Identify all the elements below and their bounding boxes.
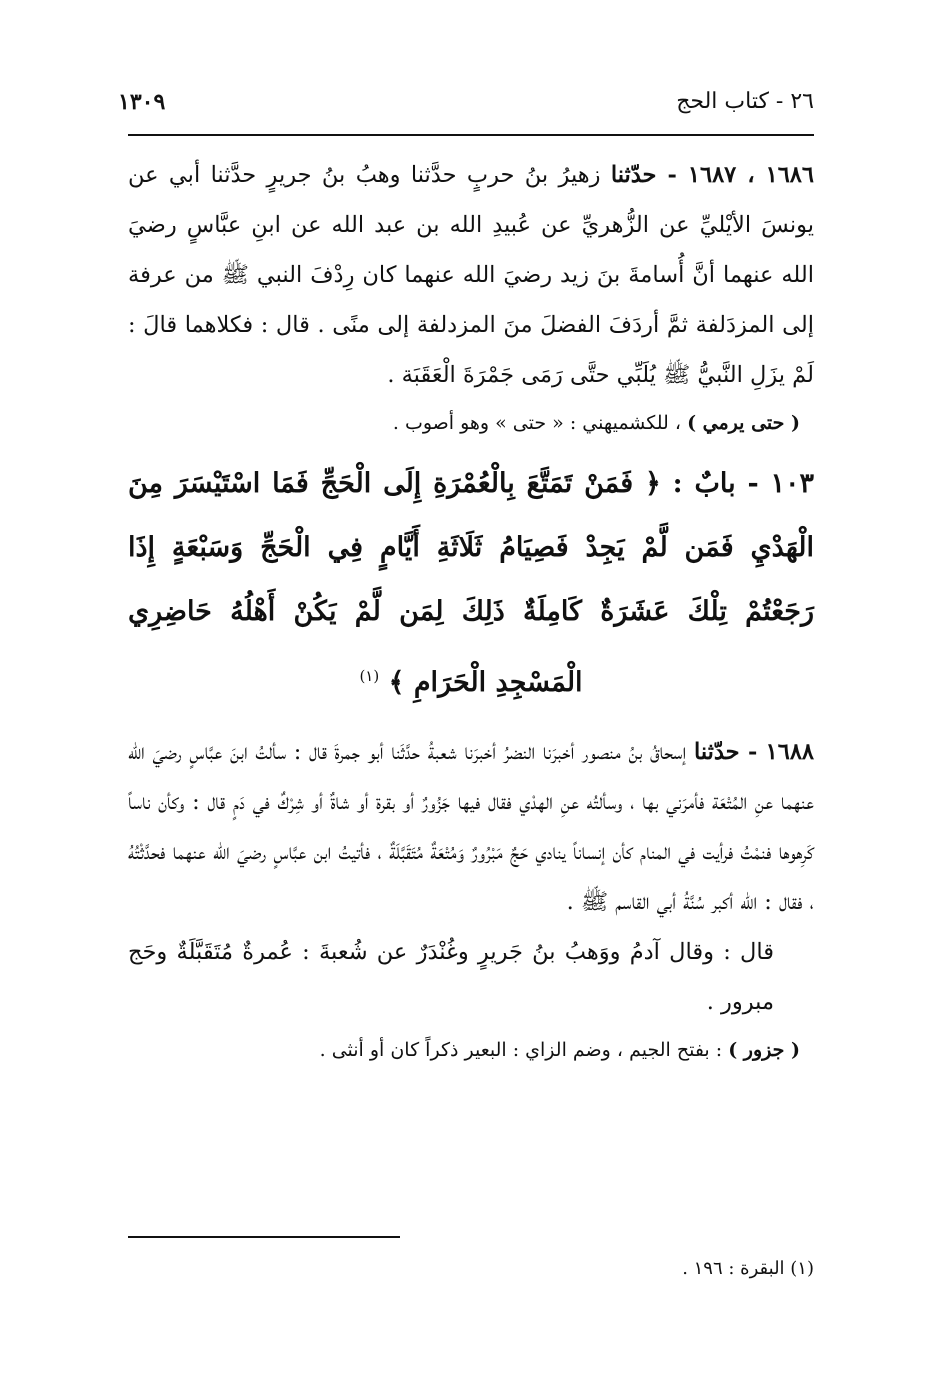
- chapter-number: ١٠٣ - بابٌ :: [672, 468, 814, 499]
- main-text: [128, 150, 814, 1073]
- hadith-number: ١٦٨٦ ، ١٦٨٧ - حدّثنا: [610, 162, 814, 188]
- chapter-verse: ﴿ فَمَنْ تَمَتَّعَ بِالْعُمْرَةِ إِلَى الْحَجِّ فَمَا اسْتَيْسَرَ مِنَ الْهَدْيِ فَمَن لَّمْ يَجِدْ فَصِيَامُ ثَلَاثَةِ أَيَّامٍ فِي الْحَجِّ وَسَبْعَةٍ إِذَا رَجَعْتُمْ تِلْكَ عَشَرَةٌ كَامِلَةٌ ذَلِكَ لِمَن لَّمْ يَكُنْ أَهْلُهُ حَاضِرِي الْمَسْجِدِ الْحَرَامِ ﴾: [128, 468, 814, 698]
- page-number: ١٣٠٩: [118, 89, 166, 115]
- hadith-1686: [128, 150, 814, 400]
- footnote: (١) البقرة : ١٩٦ .: [682, 1258, 814, 1279]
- hadith-number: ١٦٨٨ - حدّثنا: [693, 739, 814, 765]
- gloss-text: ، للكشميهني : « حتى » وهو أصوب .: [392, 412, 682, 434]
- gloss-term: ( حتى يرمي ): [687, 412, 800, 434]
- hadith-text: زهيرُ بنُ حربٍ حدَّثنا وهبُ بنُ جريرٍ حدَّثنا أبي عن يونسَ الأيْليِّ عن الزُّهريِّ عن عُبيدِ الله بن عبد الله عن ابنِ عبَّاسٍ رضيَ الله عنهما أنَّ أُسامةَ بنَ زيد رضيَ الله عنهما كان رِدْفَ النبي ﷺ من عرفة إلى المزدَلفة ثمَّ أردَفَ الفضلَ منَ المزدلفة إلى منًى . قال : فكلاهما قالَ : لَمْ يزَلِ النَّبيُّ ﷺ يُلَبِّي حتَّى رَمَى جَمْرَةَ الْعَقَبَة .: [128, 162, 814, 388]
- footnote-marker: (١): [359, 667, 380, 685]
- gloss-text: : بفتح الجيم ، وضم الزاي : البعير ذكراً كان أو أنثى .: [319, 1039, 723, 1061]
- gloss-note: [128, 400, 814, 446]
- hadith-1688: [128, 727, 814, 927]
- chapter-heading: ٢٦ - كتاب الحج: [676, 89, 814, 114]
- gloss-term: ( جزور ): [728, 1039, 800, 1061]
- hadith-text: إسحاقُ بنُ منصور أخبرَنا النضرُ أخبرَنا شعبةُ حدَّثَنا أبو جمرةَ قال : سألتُ ابنَ عبَّاسٍ رضيَ الله عنهما عنِ المُتْعَة فأمرَني بها ، وسألتُه عنِ الهدْي فقال فيها جَزُورٌ أو بقرة أو شاةٌ أو شِرْكٌ في دَمٍ قال : وكأن ناساً كَرِهوها فنمْتُ فرأيت في المنام كأن إنساناً ينادي حَجٌ مَبْرُورٌ وَمُتْعَةٌ مُتَقَبَّلَةٌ ، فأتيتُ ابن عبَّاسٍ رضيَ الله عنهما فحدَّثْتُهُ ، فقال : الله أكبر سُنَّةُ أبي القاسم ﷺ .: [128, 739, 814, 915]
- gloss-note: [128, 1027, 814, 1073]
- header-divider: [128, 134, 814, 136]
- footnote-divider: [128, 1236, 400, 1238]
- chapter-title: [128, 452, 814, 715]
- hadith-continuation: قال : وقال آدمُ ووَهبُ بنُ جَريرٍ وغُنْدَرٌ عن شُعبةَ : عُمرةٌ مُتَقَبَّلَةٌ وحَج مبرور .: [128, 939, 774, 1015]
- running-header: [118, 82, 814, 122]
